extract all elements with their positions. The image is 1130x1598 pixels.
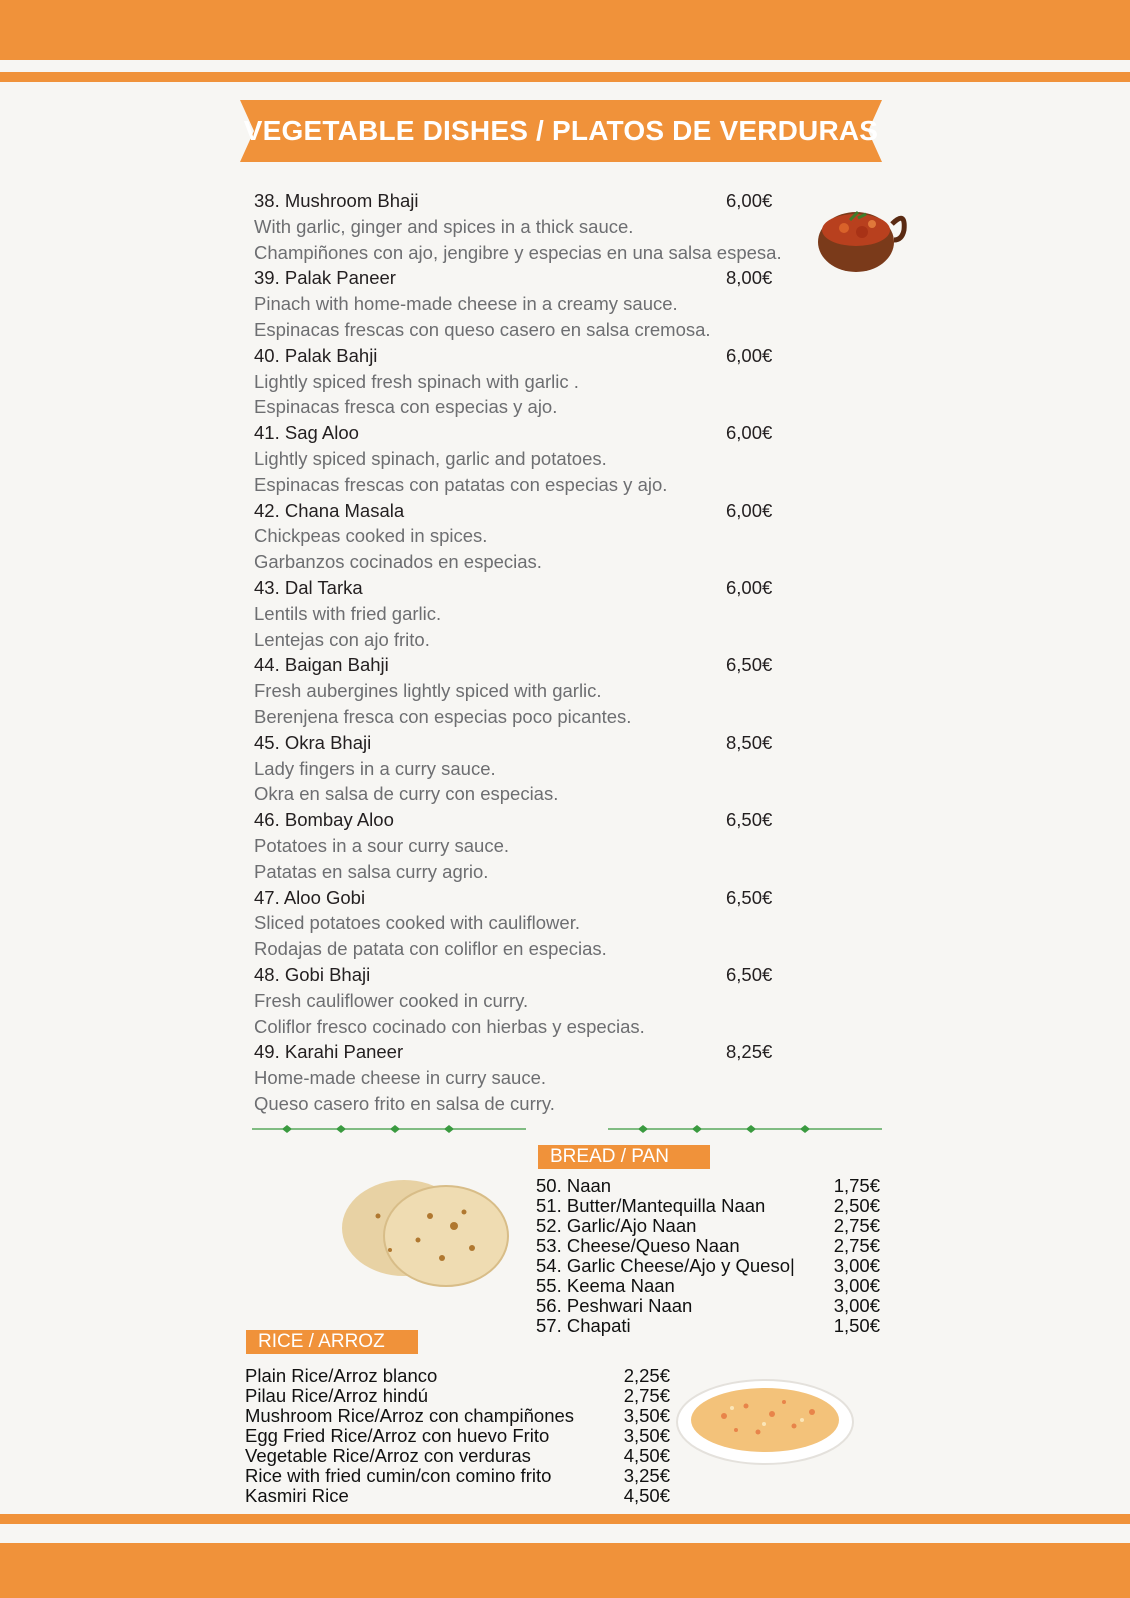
dish-desc-es: Okra en salsa de curry con especias.: [254, 783, 559, 805]
rice-item-price: 3,50€: [623, 1405, 670, 1426]
dish-name: 46. Bombay Aloo: [254, 809, 394, 831]
dish-desc-en: Lightly spiced spinach, garlic and potatoes.: [254, 447, 607, 469]
dish-price: 6,50€: [726, 654, 773, 676]
list-item: [536, 1296, 880, 1316]
bread-item-price: 3,00€: [833, 1255, 880, 1276]
dish-price: 6,50€: [726, 886, 773, 908]
bread-item-name: 57. Chapati: [536, 1315, 631, 1336]
dish-desc-es: Queso casero frito en salsa de curry.: [254, 1092, 555, 1114]
dish-desc-es: Espinacas frescas con queso casero en salsa cremosa.: [254, 318, 711, 340]
dish-desc-es: Lentejas con ajo frito.: [254, 628, 430, 650]
dish-item: [254, 188, 814, 265]
list-item: [245, 1386, 670, 1406]
vegetable-dish-list: [254, 188, 814, 1117]
dish-name: 41. Sag Aloo: [254, 422, 359, 444]
section-banner: [240, 100, 882, 162]
list-item: [536, 1236, 880, 1256]
dish-name: 49. Karahi Paneer: [254, 1041, 404, 1063]
dish-desc-en: Chickpeas cooked in spices.: [254, 525, 488, 547]
rice-item-name: Egg Fried Rice/Arroz con huevo Frito: [245, 1425, 550, 1446]
dish-name: 39. Palak Paneer: [254, 267, 396, 289]
list-item: [536, 1256, 880, 1276]
dish-price: 6,00€: [726, 190, 773, 211]
bread-item-name: 54. Garlic Cheese/Ajo y Queso|: [536, 1255, 795, 1276]
dish-desc-es: Rodajas de patata con coliflor en especias.: [254, 938, 607, 960]
list-item: [245, 1466, 670, 1486]
dish-desc-en: Sliced potatoes cooked with cauliflower.: [254, 912, 580, 934]
dish-price: 8,00€: [726, 267, 773, 289]
dish-item: [254, 343, 814, 420]
bread-item-price: 3,00€: [833, 1275, 880, 1296]
bread-item-name: 51. Butter/Mantequilla Naan: [536, 1195, 766, 1216]
dish-desc-en: Lentils with fried garlic.: [254, 602, 442, 624]
dish-price: 6,00€: [726, 344, 773, 366]
dish-desc-es: Berenjena fresca con especias poco picantes.: [254, 705, 632, 727]
dish-desc-es: Espinacas frescas con patatas con especias y ajo.: [254, 473, 668, 495]
rice-item-name: Rice with fried cumin/con comino frito: [245, 1465, 552, 1486]
dish-name: 44. Baigan Bahji: [254, 654, 389, 676]
dish-item: [254, 498, 814, 575]
rice-item-price: 3,25€: [623, 1465, 670, 1486]
dish-desc-es: Espinacas fresca con especias y ajo.: [254, 396, 558, 418]
bread-item-price: 3,00€: [833, 1295, 880, 1316]
dish-name: 38. Mushroom Bhaji: [254, 190, 419, 211]
rice-item-price: 3,50€: [623, 1425, 670, 1446]
bread-section-label: BREAD / PAN: [538, 1145, 710, 1169]
bread-item-name: 56. Peshwari Naan: [536, 1295, 693, 1316]
bread-item-price: 2,75€: [833, 1235, 880, 1256]
dish-desc-en: Lady fingers in a curry sauce.: [254, 757, 496, 779]
list-item: [245, 1446, 670, 1466]
list-item: [536, 1216, 880, 1236]
section-title: VEGETABLE DISHES / PLATOS DE VERDURAS: [243, 115, 879, 146]
bread-item-price: 2,50€: [833, 1195, 880, 1216]
list-item: [536, 1176, 880, 1196]
rice-item-price: 4,50€: [623, 1445, 670, 1466]
dish-item: [254, 730, 814, 807]
dish-name: 47. Aloo Gobi: [254, 886, 366, 908]
bread-item-price: 1,50€: [833, 1315, 880, 1336]
rice-item-name: Kasmiri Rice: [245, 1485, 349, 1506]
list-item: [536, 1276, 880, 1296]
list-item: [245, 1406, 670, 1426]
top-stripe: [0, 72, 1130, 82]
bread-item-name: 55. Keema Naan: [536, 1275, 675, 1296]
bread-item-price: 1,75€: [833, 1175, 880, 1196]
dish-desc-en: Fresh aubergines lightly spiced with garlic.: [254, 680, 602, 702]
dish-price: 6,50€: [726, 809, 773, 831]
dish-desc-en: Lightly spiced fresh spinach with garlic .: [254, 370, 579, 392]
dish-name: 48. Gobi Bhaji: [254, 963, 371, 985]
dish-item: [254, 1039, 814, 1116]
rice-item-name: Mushroom Rice/Arroz con champiñones: [245, 1405, 575, 1426]
list-item: [245, 1426, 670, 1446]
list-item: [536, 1316, 880, 1336]
bread-item-price: 2,75€: [833, 1215, 880, 1236]
dish-price: 6,00€: [726, 422, 773, 444]
list-item: [536, 1196, 880, 1216]
dish-item: [254, 885, 814, 962]
dish-desc-es: Patatas en salsa curry agrio.: [254, 860, 489, 882]
bread-list: [536, 1176, 880, 1336]
dish-desc-es: Coliflor fresco cocinado con hierbas y especias.: [254, 1015, 645, 1037]
dish-price: 8,25€: [726, 1041, 773, 1063]
top-band: [0, 0, 1130, 60]
dish-price: 8,50€: [726, 731, 773, 753]
dish-desc-es: Garbanzos cocinados en especias.: [254, 551, 542, 573]
rice-item-price: 4,50€: [623, 1485, 670, 1506]
curry-bowl-image: [812, 196, 908, 280]
list-item: [245, 1366, 670, 1386]
rice-plate-image: [674, 1372, 856, 1468]
bread-item-name: 53. Cheese/Queso Naan: [536, 1235, 740, 1256]
dish-price: 6,00€: [726, 499, 773, 521]
bread-item-name: 50. Naan: [536, 1175, 612, 1196]
rice-item-name: Pilau Rice/Arroz hindú: [245, 1385, 429, 1406]
rice-section-label: RICE / ARROZ: [246, 1330, 418, 1354]
rice-list: [245, 1366, 670, 1506]
list-item: [245, 1486, 670, 1506]
bottom-stripe: [0, 1514, 1130, 1524]
rice-item-name: Vegetable Rice/Arroz con verduras: [245, 1445, 531, 1466]
dish-desc-en: Potatoes in a sour curry sauce.: [254, 834, 510, 856]
right-ornament-divider: [608, 1122, 882, 1136]
dish-item: [254, 575, 814, 652]
dish-desc-en: Pinach with home-made cheese in a creamy sauce.: [254, 293, 678, 315]
dish-name: 43. Dal Tarka: [254, 576, 363, 598]
dish-desc-en: Fresh cauliflower cooked in curry.: [254, 989, 529, 1011]
dish-item: [254, 265, 814, 342]
dish-name: 45. Okra Bhaji: [254, 731, 372, 753]
bread-item-name: 52. Garlic/Ajo Naan: [536, 1215, 697, 1236]
dish-price: 6,50€: [726, 963, 773, 985]
dish-item: [254, 652, 814, 729]
dish-desc-es: Champiñones con ajo, jengibre y especias en una salsa espesa.: [254, 241, 782, 263]
dish-price: 6,00€: [726, 576, 773, 598]
naan-bread-image: [334, 1166, 514, 1296]
left-ornament-divider: [252, 1122, 526, 1136]
rice-item-name: Plain Rice/Arroz blanco: [245, 1365, 438, 1386]
dish-name: 42. Chana Masala: [254, 499, 405, 521]
dish-item: [254, 962, 814, 1039]
bottom-band: [0, 1543, 1130, 1598]
dish-item: [254, 420, 814, 497]
rice-item-price: 2,75€: [623, 1385, 670, 1406]
dish-desc-en: With garlic, ginger and spices in a thick sauce.: [254, 215, 634, 237]
dish-item: [254, 807, 814, 884]
dish-desc-en: Home-made cheese in curry sauce.: [254, 1067, 547, 1089]
rice-item-price: 2,25€: [623, 1365, 670, 1386]
dish-name: 40. Palak Bahji: [254, 344, 378, 366]
